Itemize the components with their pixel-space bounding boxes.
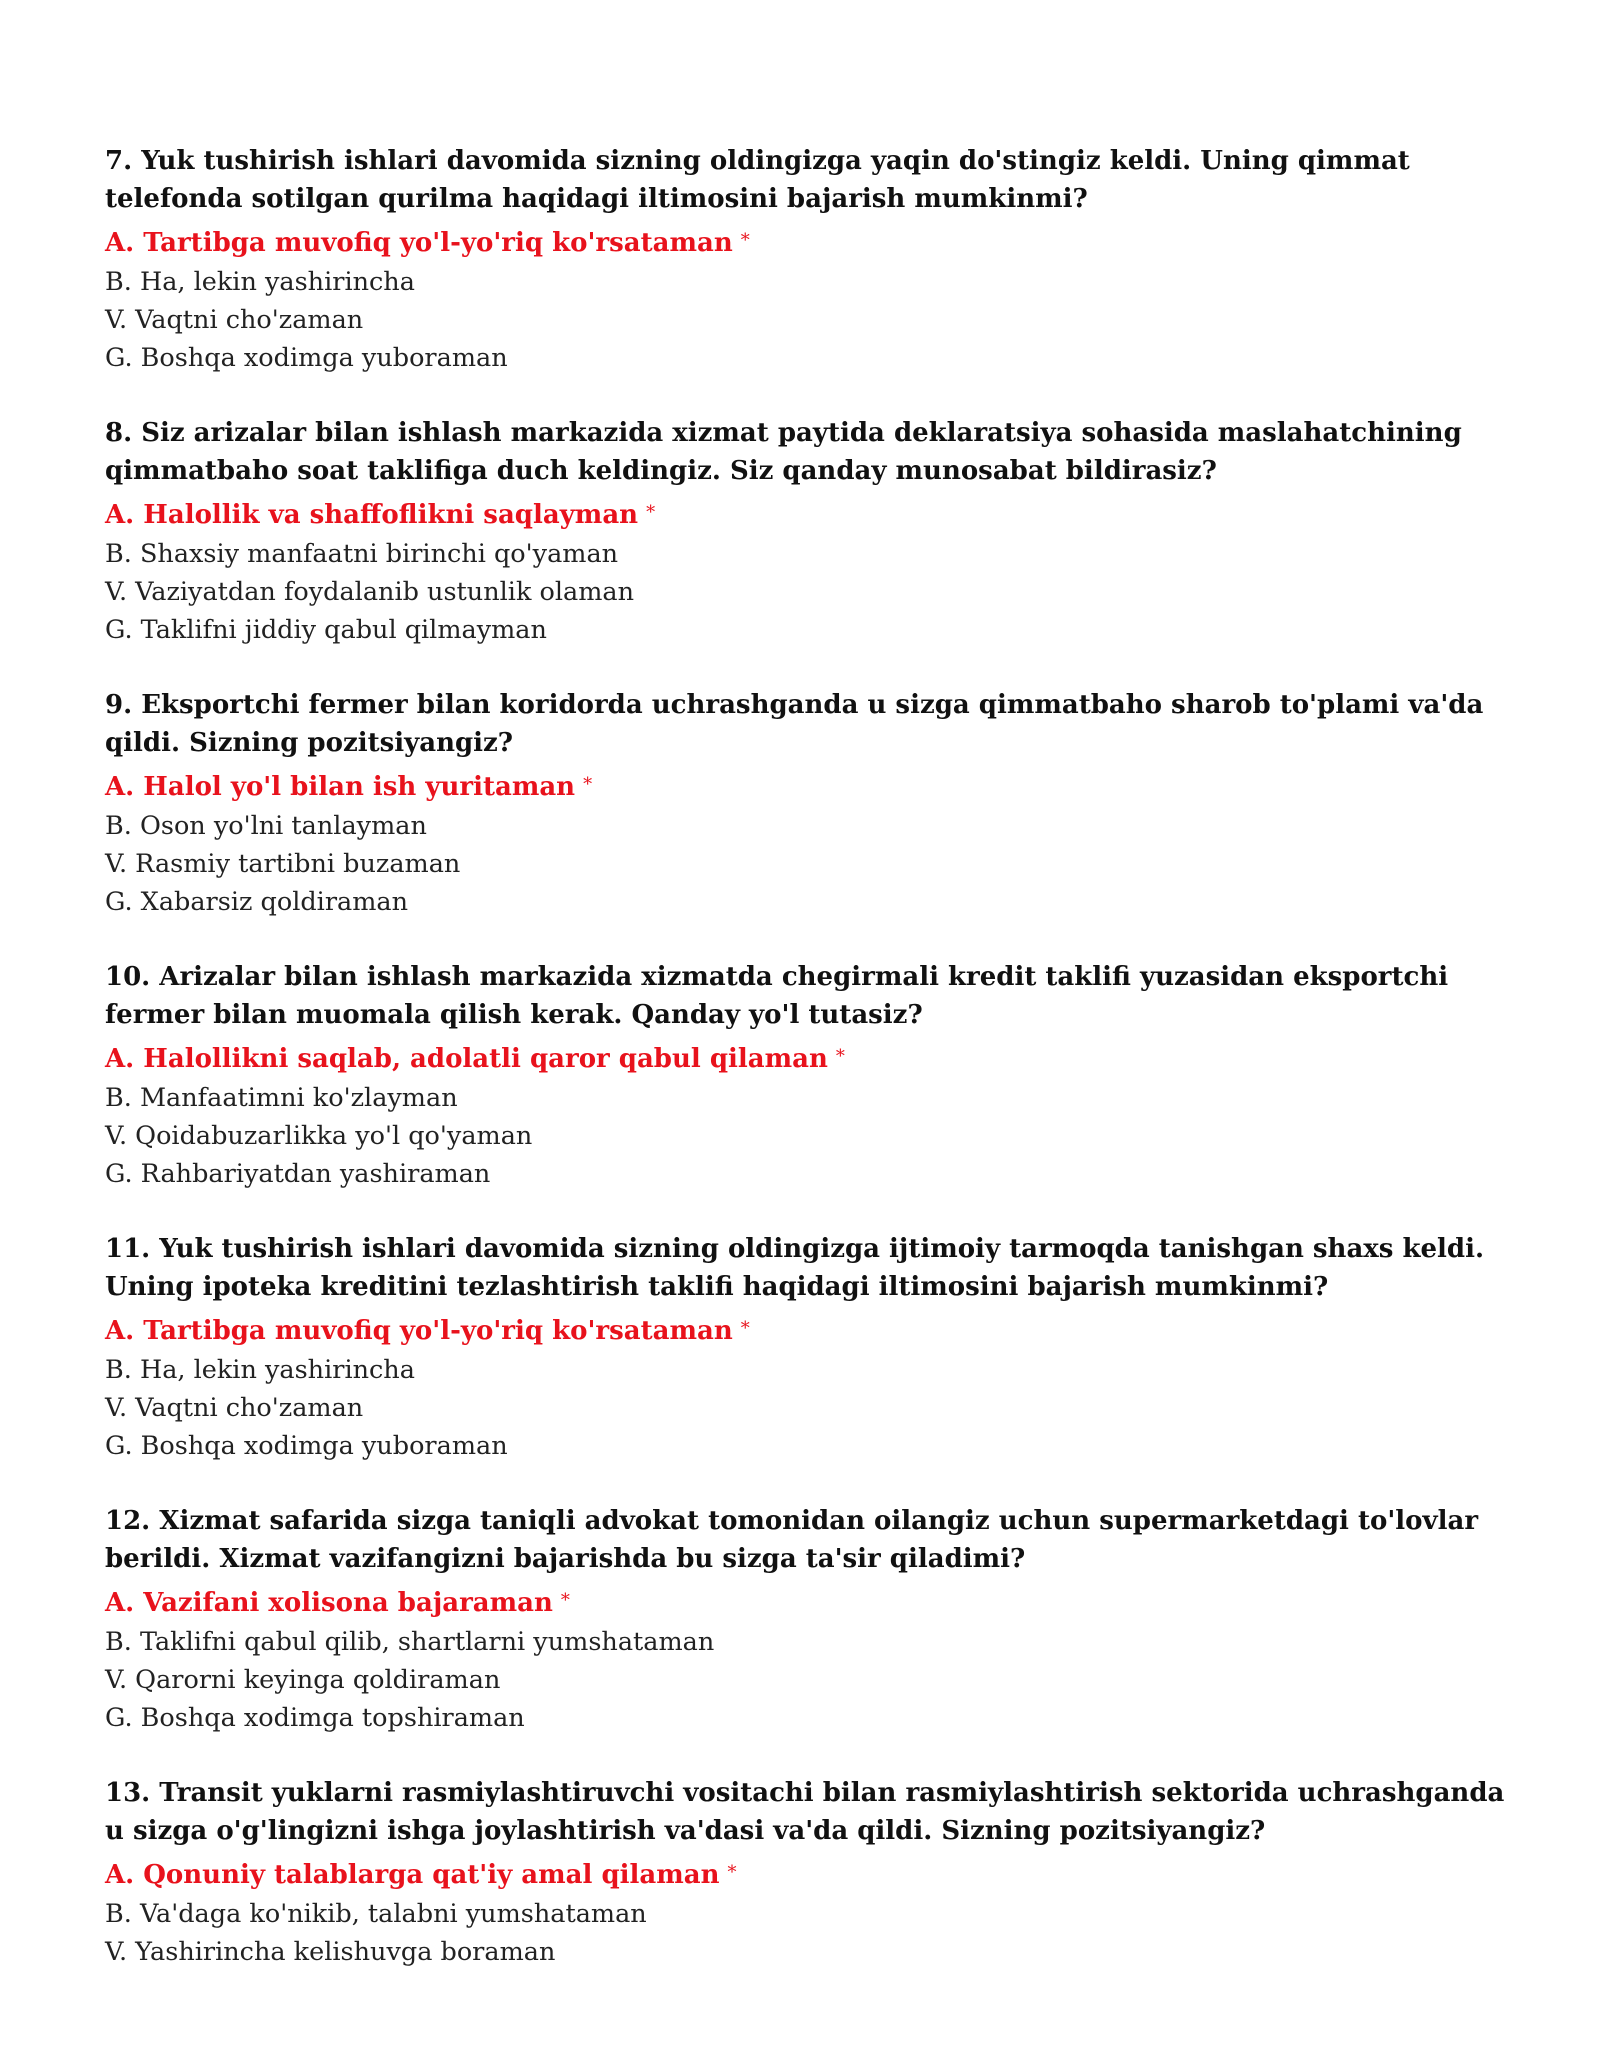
answer-label: A. Qonuniy talablarga qat'iy amal qilaman <box>105 1860 720 1890</box>
answer-option: G. Rahbariyatdan yashiraman <box>105 1159 491 1189</box>
answer-option: B. Oson yo'lni tanlayman <box>105 811 427 841</box>
answer-option: G. Taklifni jiddiy qabul qilmayman <box>105 615 547 645</box>
question-text: 10. Arizalar bilan ishlash markazida xizmatda chegirmali kredit taklifi yuzasidan eksportchi fermer bilan muomala qilish kerak. Qanday yo'l tutasiz? <box>105 962 1449 1030</box>
answer-option: V. Rasmiy tartibni buzaman <box>105 849 461 879</box>
document-page <box>105 142 1505 2008</box>
correct-mark: * <box>740 230 750 251</box>
answer-option: G. Boshqa xodimga yuboraman <box>105 343 508 373</box>
answer-option: V. Qarorni keyinga qoldiraman <box>105 1665 501 1695</box>
question-10 <box>105 958 1505 1193</box>
question-text: 7. Yuk tushirish ishlari davomida sizning oldingizga yaqin do'stingiz keldi. Uning qimmat telefonda sotilgan qurilma haqidagi iltimosini bajarish mumkinmi? <box>105 146 1410 214</box>
correct-mark: * <box>583 774 593 795</box>
answer-option: V. Vaqtni cho'zaman <box>105 1393 364 1423</box>
correct-mark: * <box>560 1590 570 1611</box>
question-13 <box>105 1774 1505 1971</box>
question-8 <box>105 414 1505 649</box>
correct-answer <box>105 1853 1505 1895</box>
question-7 <box>105 142 1505 377</box>
answer-label: A. Tartibga muvofiq yo'l-yo'riq ko'rsataman <box>105 228 733 258</box>
answer-label: A. Vazifani xolisona bajaraman <box>105 1588 553 1618</box>
answer-label: A. Halollikni saqlab, adolatli qaror qabul qilaman <box>105 1044 828 1074</box>
correct-answer <box>105 765 1505 807</box>
answer-option: V. Vaziyatdan foydalanib ustunlik olaman <box>105 577 635 607</box>
correct-mark: * <box>835 1046 845 1067</box>
answer-label: A. Halol yo'l bilan ish yuritaman <box>105 772 576 802</box>
question-text: 9. Eksportchi fermer bilan koridorda uchrashganda u sizga qimmatbaho sharob to'plami va'da qildi. Sizning pozitsiyangiz? <box>105 690 1484 758</box>
correct-answer <box>105 1581 1505 1623</box>
answer-option: V. Yashirincha kelishuvga boraman <box>105 1937 556 1967</box>
correct-answer <box>105 221 1505 263</box>
question-9 <box>105 686 1505 921</box>
question-text: 11. Yuk tushirish ishlari davomida sizning oldingizga ijtimoiy tarmoqda tanishgan shaxs keldi. Uning ipoteka kreditini tezlashtirish taklifi haqidagi iltimosini bajarish mumkinmi? <box>105 1234 1485 1302</box>
answer-label: A. Tartibga muvofiq yo'l-yo'riq ko'rsataman <box>105 1316 733 1346</box>
answer-option: G. Boshqa xodimga topshiraman <box>105 1703 525 1733</box>
correct-answer <box>105 1037 1505 1079</box>
answer-option: B. Manfaatimni ko'zlayman <box>105 1083 458 1113</box>
correct-answer <box>105 1309 1505 1351</box>
correct-mark: * <box>740 1318 750 1339</box>
answer-option: B. Taklifni qabul qilib, shartlarni yumshataman <box>105 1627 715 1657</box>
question-12 <box>105 1502 1505 1737</box>
answer-option: G. Boshqa xodimga yuboraman <box>105 1431 508 1461</box>
correct-mark: * <box>727 1862 737 1883</box>
answer-option: B. Ha, lekin yashirincha <box>105 1355 415 1385</box>
question-11 <box>105 1230 1505 1465</box>
answer-option: B. Ha, lekin yashirincha <box>105 267 415 297</box>
answer-label: A. Halollik va shaffoflikni saqlayman <box>105 500 639 530</box>
question-text: 12. Xizmat safarida sizga taniqli advokat tomonidan oilangiz uchun supermarketdagi to'lovlar berildi. Xizmat vazifangizni bajarishda bu sizga ta'sir qiladimi? <box>105 1506 1479 1574</box>
question-text: 8. Siz arizalar bilan ishlash markazida xizmat paytida deklaratsiya sohasida maslahatchining qimmatbaho soat taklifiga duch keldingiz. Siz qanday munosabat bildirasiz? <box>105 418 1462 486</box>
answer-option: V. Vaqtni cho'zaman <box>105 305 364 335</box>
question-text: 13. Transit yuklarni rasmiylashtiruvchi vositachi bilan rasmiylashtirish sektorida uchrashganda u sizga o'g'lingizni ishga joylashtirish va'dasi va'da qildi. Sizning pozitsiyangiz? <box>105 1778 1505 1846</box>
answer-option: G. Xabarsiz qoldiraman <box>105 887 409 917</box>
answer-option: B. Va'daga ko'nikib, talabni yumshataman <box>105 1899 647 1929</box>
correct-mark: * <box>646 502 656 523</box>
correct-answer <box>105 493 1505 535</box>
answer-option: B. Shaxsiy manfaatni birinchi qo'yaman <box>105 539 619 569</box>
answer-option: V. Qoidabuzarlikka yo'l qo'yaman <box>105 1121 533 1151</box>
